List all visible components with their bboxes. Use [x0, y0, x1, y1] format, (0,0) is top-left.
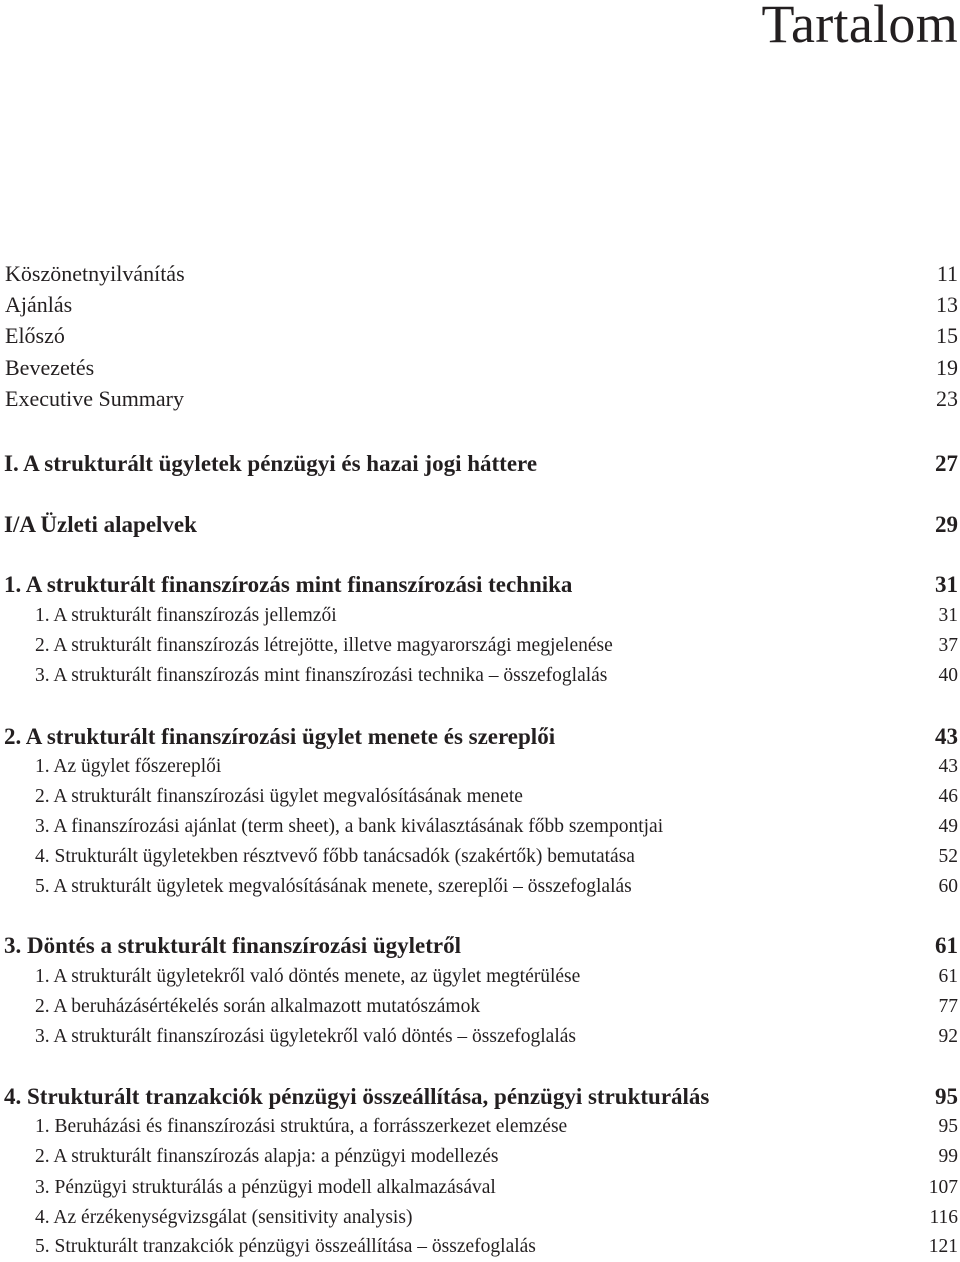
toc-entry-page: 31 [935, 572, 958, 597]
toc-entry-page: 107 [928, 1177, 958, 1198]
toc-subentry[interactable] [0, 752, 960, 782]
toc-entry-label: 4. Strukturált ügyletekben résztvevő főbb tanácsadók (szakértők) bemutatása [35, 846, 635, 867]
toc-entry-label: 1. A strukturált finanszírozás mint finanszírozási technika [4, 572, 573, 597]
toc-entry-label: 1. Beruházási és finanszírozási struktúra, a forrásszerkezet elemzése [35, 1116, 568, 1137]
page-title: Tartalom [761, 0, 958, 54]
toc-entry-label: 4. Az érzékenységvizsgálat (sensitivity analysis) [35, 1207, 413, 1228]
toc-entry-page: 116 [929, 1207, 958, 1228]
toc-entry-label: 1. Az ügylet főszereplői [35, 756, 222, 777]
toc-entry-label: Ajánlás [5, 292, 73, 317]
toc-chapter-3[interactable] [0, 931, 960, 961]
toc-entry-page: 13 [936, 292, 958, 317]
toc-subentry[interactable] [0, 962, 960, 992]
toc-entry-label: Bevezetés [5, 355, 95, 380]
toc-entry-page: 40 [938, 665, 958, 686]
toc-entry-label: Executive Summary [5, 386, 185, 411]
toc-entry-label: I/A Üzleti alapelvek [4, 512, 197, 537]
toc-entry-page: 95 [935, 1084, 958, 1109]
toc-chapter-4[interactable] [0, 1082, 960, 1112]
toc-entry-page: 95 [938, 1116, 958, 1137]
toc-entry-label: 5. A strukturált ügyletek megvalósításának menete, szereplői – összefoglalás [35, 876, 632, 897]
toc-entry-label: Előszó [5, 323, 65, 348]
toc-entry-page: 11 [936, 261, 958, 286]
toc-entry-front-3[interactable] [0, 321, 960, 351]
toc-entry-label: 3. Pénzügyi strukturálás a pénzügyi modell alkalmazásával [35, 1177, 496, 1198]
toc-entry-page: 77 [938, 996, 958, 1017]
toc-entry-page: 46 [938, 786, 958, 807]
toc-entry-page: 37 [938, 635, 958, 656]
toc-entry-page: 23 [936, 386, 958, 411]
toc-entry-label: 2. A strukturált finanszírozás létrejötte, illetve magyarországi megjelenése [35, 635, 613, 656]
toc-subentry[interactable] [0, 842, 960, 872]
toc-subentry[interactable] [0, 661, 960, 691]
toc-entry-page: 60 [938, 876, 958, 897]
toc-subentry[interactable] [0, 1142, 960, 1172]
toc-entry-page: 19 [936, 355, 958, 380]
toc-subentry[interactable] [0, 1203, 960, 1233]
toc-subentry[interactable] [0, 1112, 960, 1142]
toc-entry-page: 52 [938, 846, 958, 867]
toc-entry-page: 61 [938, 966, 958, 987]
toc-chapter-1[interactable] [0, 570, 960, 600]
toc-entry-label: 2. A strukturált finanszírozás alapja: a pénzügyi modellezés [35, 1146, 499, 1167]
toc-entry-page: 43 [938, 756, 958, 777]
toc-entry-label: 1. A strukturált finanszírozás jellemzői [35, 605, 337, 626]
toc-entry-label: 2. A strukturált finanszírozási ügylet menete és szereplői [4, 724, 556, 749]
toc-entry-label: I. A strukturált ügyletek pénzügyi és hazai jogi háttere [4, 451, 538, 476]
toc-subentry[interactable] [0, 1022, 960, 1052]
toc-entry-page: 15 [936, 323, 958, 348]
toc-subentry[interactable] [0, 872, 960, 902]
toc-subentry[interactable] [0, 812, 960, 842]
toc-entry-label: 4. Strukturált tranzakciók pénzügyi összeállítása, pénzügyi strukturálás [4, 1084, 710, 1109]
toc-subentry[interactable] [0, 1173, 960, 1203]
toc-entry-page: 121 [928, 1236, 958, 1257]
toc-entry-label: 2. A beruházásértékelés során alkalmazott mutatószámok [35, 996, 481, 1017]
toc-subentry[interactable] [0, 992, 960, 1022]
toc-entry-label: 3. A finanszírozási ajánlat (term sheet), a bank kiválasztásának főbb szempontjai [35, 816, 664, 837]
toc-entry-label: 3. A strukturált finanszírozás mint finanszírozási technika – összefoglalás [35, 665, 608, 686]
toc-entry-page: 29 [935, 512, 958, 537]
toc-entry-page: 27 [935, 451, 958, 476]
toc-entry-label: 3. Döntés a strukturált finanszírozási ügyletről [4, 933, 462, 958]
toc-entry-page: 31 [938, 605, 958, 626]
toc-entry-page: 92 [938, 1026, 958, 1047]
toc-subentry[interactable] [0, 631, 960, 661]
toc-entry-front-5[interactable] [0, 384, 960, 414]
toc-subentry[interactable] [0, 601, 960, 631]
toc-entry-label: 1. A strukturált ügyletekről való döntés menete, az ügylet megtérülése [35, 966, 581, 987]
toc-entry-label: 5. Strukturált tranzakciók pénzügyi összeállítása – összefoglalás [35, 1236, 536, 1257]
toc-entry-front-4[interactable] [0, 353, 960, 383]
toc-section-heading[interactable] [0, 510, 960, 540]
toc-entry-front-2[interactable] [0, 290, 960, 320]
toc-entry-label: Köszönetnyilvánítás [5, 261, 185, 286]
toc-subentry[interactable] [0, 782, 960, 812]
toc-entry-label: 2. A strukturált finanszírozási ügylet megvalósításának menete [35, 786, 523, 807]
toc-chapter-2[interactable] [0, 722, 960, 752]
toc-part-heading[interactable] [0, 449, 960, 479]
toc-entry-label: 3. A strukturált finanszírozási ügyletekről való döntés – összefoglalás [35, 1026, 577, 1047]
toc-entry-front-1[interactable] [0, 259, 960, 289]
toc-entry-page: 49 [938, 816, 958, 837]
toc-entry-page: 43 [935, 724, 958, 749]
toc-entry-page: 61 [935, 933, 958, 958]
toc-subentry[interactable] [0, 1232, 960, 1262]
toc-entry-page: 99 [938, 1146, 958, 1167]
